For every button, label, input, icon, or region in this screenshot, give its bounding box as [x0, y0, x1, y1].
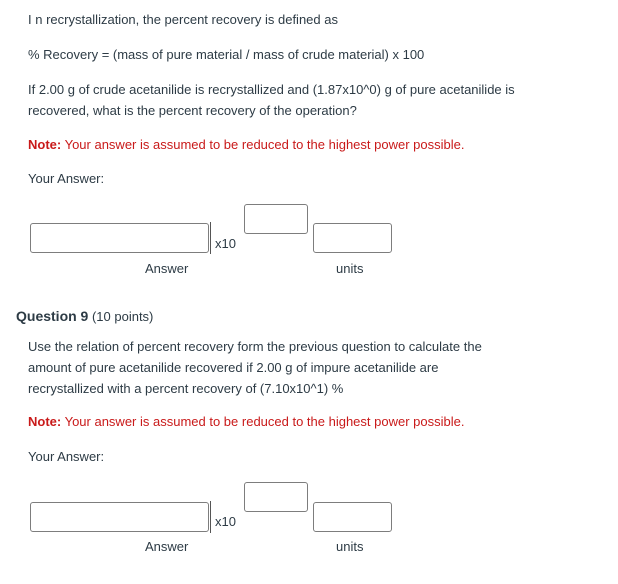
q9-header — [16, 308, 153, 324]
q8-note-label: Note: — [28, 137, 62, 152]
q9-divider — [210, 501, 211, 533]
q8-note-text: Your answer is assumed to be reduced to the highest power possible. — [61, 137, 465, 152]
q8-intro-text: I n recrystallization, the percent recovery is defined as — [28, 12, 338, 27]
q9-exponent-input[interactable] — [245, 483, 307, 511]
q9-question-line-2: amount of pure acetanilide recovered if 2.00 g of impure acetanilide are — [28, 360, 439, 375]
q9-note — [28, 411, 464, 432]
q8-x10-label: x10 — [215, 236, 236, 251]
q9-title: Question 9 — [16, 308, 89, 324]
q8-answer-caption: Answer — [145, 261, 189, 276]
q9-answer-caption: Answer — [145, 539, 189, 554]
q9-units-caption: units — [336, 539, 364, 554]
q9-note-text: Your answer is assumed to be reduced to the highest power possible. — [61, 414, 465, 429]
q9-points: (10 points) — [88, 309, 154, 324]
q8-exponent-input[interactable] — [245, 205, 307, 233]
q9-question-line-3: recrystallized with a percent recovery of (7.10x10^1) % — [28, 381, 344, 396]
q8-question-line-1: If 2.00 g of crude acetanilide is recrystallized and (1.87x10^0) g of pure acetanilide is — [28, 82, 515, 97]
q8-units-caption: units — [336, 261, 364, 276]
q8-exponent-field[interactable] — [244, 204, 308, 234]
q9-answer-input[interactable] — [31, 503, 208, 531]
q8-your-answer-label: Your Answer: — [28, 171, 105, 186]
q9-question-line-1: Use the relation of percent recovery form the previous question to calculate the — [28, 339, 482, 354]
q9-your-answer-label: Your Answer: — [28, 449, 105, 464]
q8-divider — [210, 222, 211, 254]
q8-question-line-2: recovered, what is the percent recovery of the operation? — [28, 103, 357, 118]
q8-units-field[interactable] — [313, 223, 392, 253]
q8-answer-input[interactable] — [31, 224, 208, 252]
q9-units-field[interactable] — [313, 502, 392, 532]
q9-units-input[interactable] — [314, 503, 391, 531]
q9-note-label: Note: — [28, 414, 62, 429]
q9-x10-label: x10 — [215, 514, 236, 529]
q8-answer-field[interactable] — [30, 223, 209, 253]
q9-exponent-field[interactable] — [244, 482, 308, 512]
q8-note — [28, 134, 464, 155]
q8-formula-text: % Recovery = (mass of pure material / mass of crude material) x 100 — [28, 47, 425, 62]
q8-units-input[interactable] — [314, 224, 391, 252]
q9-answer-field[interactable] — [30, 502, 209, 532]
